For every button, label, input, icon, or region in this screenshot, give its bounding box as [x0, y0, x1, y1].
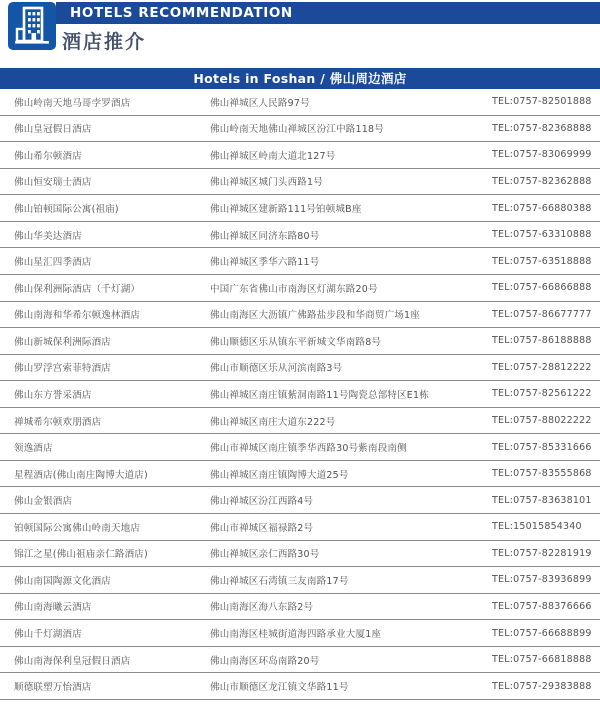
hotel-phone: TEL:0757-63310888 [492, 229, 592, 241]
hotel-name: 佛山铂顿国际公寓(祖庙) [14, 204, 119, 216]
hotel-name: 佛山南海保利皇冠假日酒店 [14, 655, 131, 667]
hotel-address: 佛山顺德区乐从镇东平新城文华南路8号 [210, 336, 382, 348]
table-row [0, 514, 600, 541]
hotel-address: 佛山禅城区汾江西路4号 [210, 496, 314, 508]
page-title: HOTELS RECOMMENDATION [70, 5, 293, 21]
hotel-phone: TEL:0757-28812222 [492, 361, 592, 373]
hotel-phone: TEL:0757-86677777 [492, 308, 592, 320]
hotel-address: 佛山市禅城区福禄路2号 [210, 522, 314, 534]
hotel-name: 佛山星汇四季酒店 [14, 257, 92, 269]
hotel-name: 佛山恒安瑞士酒店 [14, 177, 92, 189]
hotel-phone: TEL:0757-66866888 [492, 282, 592, 294]
hotel-address: 佛山禅城区岭南大道北127号 [210, 150, 336, 162]
table-row [0, 381, 600, 408]
hotel-phone: TEL:0757-66880388 [492, 202, 592, 214]
table-row [0, 461, 600, 488]
hotel-name: 佛山华美达酒店 [14, 230, 82, 242]
hotel-address: 佛山南海区环岛南路20号 [210, 655, 320, 667]
table-row [0, 248, 600, 275]
table-row [0, 487, 600, 514]
table-row [0, 567, 600, 594]
table-row [0, 142, 600, 169]
hotel-name: 佛山保利洲际酒店（千灯湖） [14, 283, 141, 295]
table-row [0, 302, 600, 329]
hotel-phone: TEL:0757-82368888 [492, 122, 592, 134]
table-row [0, 541, 600, 568]
section-banner [0, 68, 600, 89]
hotel-name: 佛山希尔顿酒店 [14, 150, 82, 162]
hotel-address: 佛山禅城区石湾镇三友南路17号 [210, 575, 349, 587]
hotel-phone: TEL:0757-82561222 [492, 388, 592, 400]
hotel-name: 佛山南海曦云酒店 [14, 602, 92, 614]
hotel-address: 佛山禅城区季华六路11号 [210, 257, 320, 269]
hotel-name: 锦江之星(佛山祖庙亲仁路酒店) [14, 549, 148, 561]
hotel-address: 佛山南海区桂城街道海四路承业大厦1座 [210, 629, 382, 641]
hotel-phone: TEL:0757-66688899 [492, 627, 592, 639]
hotel-name: 佛山岭南天地马哥孛罗酒店 [14, 97, 131, 109]
hotel-name: 铂顿国际公寓佛山岭南天地店 [14, 522, 141, 534]
hotel-phone: TEL:0757-82362888 [492, 175, 592, 187]
section-banner-text: Hotels in Foshan / 佛山周边酒店 [193, 71, 407, 86]
hotel-name: 禅城希尔顿欢朋酒店 [14, 416, 102, 428]
hotel-address: 佛山禅城区南庄大道东222号 [210, 416, 336, 428]
hotel-phone: TEL:0757-86188888 [492, 335, 592, 347]
hotel-name: 佛山皇冠假日酒店 [14, 124, 92, 136]
table-row [0, 89, 600, 116]
hotel-address: 佛山岭南天地佛山禅城区汾江中路118号 [210, 124, 384, 136]
hotel-phone: TEL:0757-83069999 [492, 149, 592, 161]
table-row [0, 169, 600, 196]
hotel-address: 佛山禅城区亲仁西路30号 [210, 549, 320, 561]
table-row [0, 222, 600, 249]
hotel-phone: TEL:0757-85331666 [492, 441, 592, 453]
hotel-phone: TEL:15015854340 [492, 521, 582, 533]
hotel-name: 佛山新城保利洲际酒店 [14, 336, 112, 348]
hotel-phone: TEL:0757-83555868 [492, 468, 592, 480]
hotel-phone: TEL:0757-83638101 [492, 494, 592, 506]
hotel-phone: TEL:0757-83936899 [492, 574, 592, 586]
hotel-phone: TEL:0757-66818888 [492, 654, 592, 666]
table-row [0, 647, 600, 674]
hotel-name: 佛山东方誉采酒店 [14, 389, 92, 401]
hotel-name: 星程酒店(佛山南庄陶博大道店) [14, 469, 148, 481]
hotel-building-icon [8, 2, 56, 50]
hotel-address: 佛山市顺德区乐从河滨南路3号 [210, 363, 343, 375]
table-row [0, 673, 600, 700]
hotel-name: 佛山南国陶源文化酒店 [14, 575, 112, 587]
table-row [0, 328, 600, 355]
table-row [0, 275, 600, 302]
hotel-name: 顺德联塑万怡酒店 [14, 682, 92, 694]
table-row [0, 195, 600, 222]
table-row [0, 620, 600, 647]
table-row [0, 116, 600, 143]
hotel-name: 佛山金银酒店 [14, 496, 73, 508]
hotel-address: 佛山市禅城区南庄镇季华西路30号紫南段南侧 [210, 443, 407, 455]
hotel-phone: TEL:0757-88376666 [492, 600, 592, 612]
header-title-bar [56, 2, 600, 24]
page-subtitle: 酒店推介 [62, 31, 147, 53]
table-row [0, 594, 600, 621]
hotel-address: 佛山市顺德区龙江镇文华路11号 [210, 682, 349, 694]
hotel-phone: TEL:0757-63518888 [492, 255, 592, 267]
hotel-address: 佛山禅城区同济东路80号 [210, 230, 320, 242]
hotel-phone: TEL:0757-82501888 [492, 96, 592, 108]
hotel-address: 佛山禅城区南庄镇陶博大道25号 [210, 469, 349, 481]
hotel-table [0, 89, 600, 700]
hotel-name: 佛山罗浮宫索菲特酒店 [14, 363, 112, 375]
table-row [0, 434, 600, 461]
hotel-address: 佛山禅城区城门头西路1号 [210, 177, 323, 189]
hotel-name: 领逸酒店 [14, 443, 53, 455]
hotel-address: 佛山禅城区建新路111号铂顿城B座 [210, 204, 362, 216]
hotel-address: 佛山南海区大沥镇广佛路盐步段和华商贸广场1座 [210, 310, 420, 322]
hotel-name: 佛山千灯湖酒店 [14, 629, 82, 641]
hotel-address: 佛山南海区海八东路2号 [210, 602, 314, 614]
hotel-address: 佛山禅城区人民路97号 [210, 97, 310, 109]
table-row [0, 355, 600, 382]
hotel-name: 佛山南海和华希尔顿逸林酒店 [14, 310, 141, 322]
hotel-address: 佛山禅城区南庄镇紫洞南路11号陶瓷总部特区E1栋 [210, 389, 429, 401]
hotel-phone: TEL:0757-29383888 [492, 680, 592, 692]
hotel-address: 中国广东省佛山市南海区灯湖东路20号 [210, 283, 378, 295]
hotel-phone: TEL:0757-82281919 [492, 547, 592, 559]
table-row [0, 408, 600, 435]
hotel-phone: TEL:0757-88022222 [492, 415, 592, 427]
